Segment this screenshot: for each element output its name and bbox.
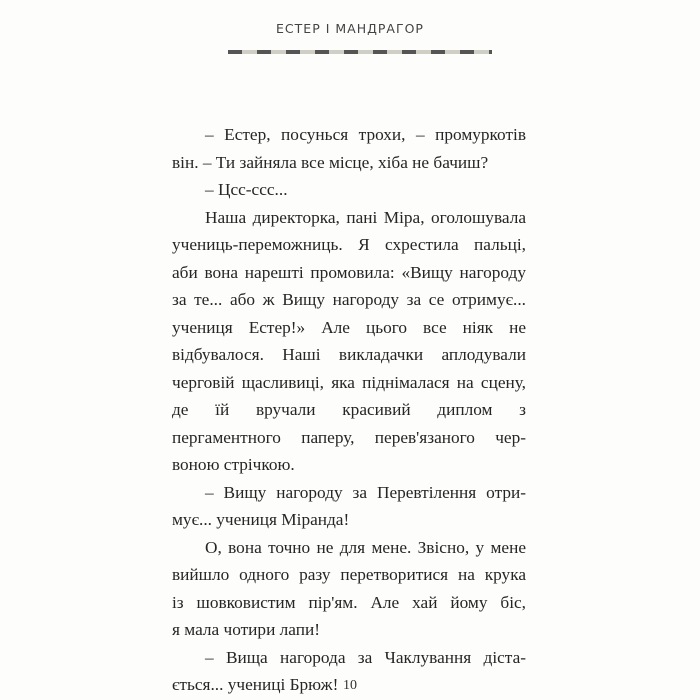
text-line: О, вона точно не для мене. Звісно, у мене xyxy=(205,537,526,557)
text-line: учениця Естер!» Але цього все ніяк не xyxy=(172,317,526,337)
running-head: ЕСТЕР І МАНДРАГОР xyxy=(276,21,424,36)
text-line: мує... учениця Міранда! xyxy=(172,510,350,529)
text-line: ється... учениці Брюж! xyxy=(172,675,339,694)
text-line: воною стрічкою. xyxy=(172,455,295,474)
text-line: Наша директорка, пані Міра, оголошувала xyxy=(205,207,526,227)
text-line: – Вищу нагороду за Перевтілення отри- xyxy=(205,482,526,502)
text-line: я мала чотири лапи! xyxy=(172,620,320,639)
text-line: – Цсс-ссс... xyxy=(205,180,288,199)
text-line: відбувалося. Наші викладачки аплодували xyxy=(172,345,526,364)
text-line: черговій щасливиці, яка піднімалася на сцену, xyxy=(172,372,526,392)
text-line: учениць-переможниць. Я схрестила пальці, xyxy=(172,235,526,254)
text-line: вийшло одного разу перетворитися на крука xyxy=(172,565,526,584)
text-line: – Вища нагорода за Чаклування діста- xyxy=(205,647,526,667)
body-text xyxy=(172,121,526,699)
text-line: де їй вручали красивий диплом з xyxy=(172,400,526,419)
text-line: із шовковистим пір'ям. Але хай йому біс, xyxy=(172,592,526,612)
text-line: – Естер, посунься трохи, – промуркотів xyxy=(205,125,526,144)
text-line: аби вона нарешті промовила: «Вищу нагороду xyxy=(172,262,526,282)
text-line: за те... або ж Вищу нагороду за се отримує... xyxy=(172,290,526,309)
text-line: він. – Ти зайняла все місце, хіба не бачиш? xyxy=(172,152,489,172)
page-number: 10 xyxy=(343,678,357,693)
decorative-dashed-rule xyxy=(228,50,492,54)
text-line: пергаментного паперу, перев'язаного чер- xyxy=(172,427,526,447)
